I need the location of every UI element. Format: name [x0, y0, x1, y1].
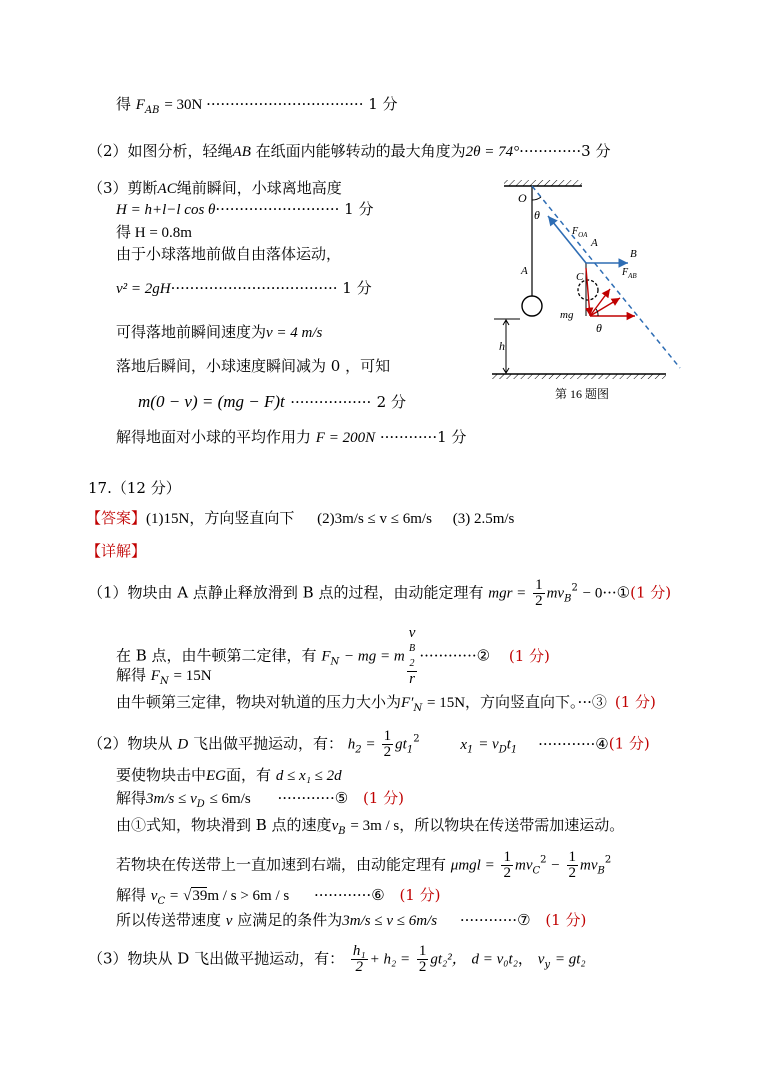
q17-p11: 所以传送带速度 v 应满足的条件为3m/s ≤ v ≤ 6m/s ············⑦ (1 分) [116, 911, 587, 929]
label-A-right: A [591, 237, 598, 249]
q17-p2: 在 B 点，由牛顿第二定律，有 $F_N$ − mg = m v B 2 r ············② (1 分) [116, 625, 550, 687]
q16-free-fall: 由于小球落地前做自由落体运动， [116, 245, 342, 263]
label-mg: mg [560, 309, 574, 321]
q17-heading: 17.（12 分） [88, 479, 181, 497]
q16-force-result: 解得地面对小球的平均作用力 F = 200N ············1 分 [116, 428, 467, 446]
ground-hatch [492, 374, 666, 379]
q17-p12: （3）物块从 D 飞出做平抛运动，有： $\frac{\text{h₁}}{2}$ + h₂ = $\frac{1}{2}$ gt₂²， d = v₀t₂， $v_y = gt_2$ [88, 943, 586, 975]
label-B: B [630, 248, 637, 260]
q17-p5: （2）物块从 D 飞出做平抛运动，有： $h_2$ = $\frac{1}{2}$ $gt_1^2$ $x_1 = v_Dt_1$ ············④(1 分) [88, 728, 650, 760]
q17-p4: 由牛顿第三定律，物块对轨道的压力大小为$F'_N = 15N$，方向竖直向下。···③ (1 分) [116, 693, 656, 714]
label-h: h [499, 339, 505, 353]
red-force-2 [590, 289, 610, 316]
q17-p3: 解得 $F_N = 15N$ [116, 666, 212, 687]
q17-p10: 解得 $v_C = √39m / s > 6m / s$ ············⑥ (1 分) [116, 886, 441, 907]
label-A-left: A [521, 265, 528, 277]
dashed-line [532, 186, 680, 368]
hanging-ball [522, 296, 542, 316]
force-oa-arrow [548, 216, 586, 263]
q16-velocity: 可得落地前瞬间速度为v = 4 m/s [116, 323, 323, 341]
label-FAB: $F_{AB}$ [622, 267, 637, 280]
red-force-3 [590, 298, 620, 316]
label-theta-bottom: θ [596, 321, 602, 335]
q16-after-landing: 落地后瞬间，小球速度瞬间减为 0 ，可知 [116, 357, 391, 375]
q17-p8: 由①式知，物块滑到 B 点的速度$v_B = 3m / s$，所以物块在传送带需加速运动。 [116, 816, 625, 837]
q16-part2: （2）如图分析，轻绳AB 在纸面内能够转动的最大角度为2θ = 74°·············3 分 [88, 142, 611, 160]
q17-p7: 解得$3m/s \le v_D \le 6m/s$ ············⑤ (1 分) [116, 789, 404, 810]
figure-caption: 第 16 题图 [555, 387, 610, 401]
q16-part3-title: （3）剪断AC绳前瞬间，小球离地高度 [88, 179, 342, 197]
q16-H-value: 得 H = 0.8m [116, 225, 192, 241]
q17-answer: 【答案】(1)15N，方向竖直向下 (2)3m/s ≤ v ≤ 6m/s (3) 2.5m/s [86, 509, 515, 527]
q16-momentum-eq: m(0 − v) = (mg − F)t ················· 2 分 [138, 392, 406, 411]
q17-p6: 要使物块击中EG面，有 d ≤ x₁ ≤ 2d [116, 766, 342, 784]
angle-arc-top [532, 197, 541, 200]
figure-16 [490, 176, 690, 406]
q17-detail-tag: 【详解】 [86, 542, 147, 560]
label-theta-top: θ [534, 208, 540, 222]
label-O: O [518, 191, 527, 205]
red-force-mg [586, 268, 590, 316]
q16-eq-v2: v² = 2gH··································· 1 分 [116, 279, 372, 297]
label-C: C [576, 271, 584, 283]
q16-line-fab: 得 $F_{AB} = 30N$ ································· 1 分 [116, 95, 398, 116]
label-FOA: $F_{OA}$ [572, 226, 588, 239]
q17-p1: （1）物块由 A 点静止释放滑到 B 点的过程，由动能定理有 mgr = $\frac{1}{2}$ $mv_B^2$ − 0···①(1 分) [88, 577, 672, 609]
q17-p9: 若物块在传送带上一直加速到右端，由动能定理有 μmgl = $\frac{1}{2}$ $mv_C^2$ − $\frac{1}{2}$ $mv_B^2$ [116, 849, 612, 881]
ceiling-hatch [504, 180, 582, 186]
q16-eq-H: H = h+l−l cos θ·························· 1 分 [116, 200, 374, 218]
